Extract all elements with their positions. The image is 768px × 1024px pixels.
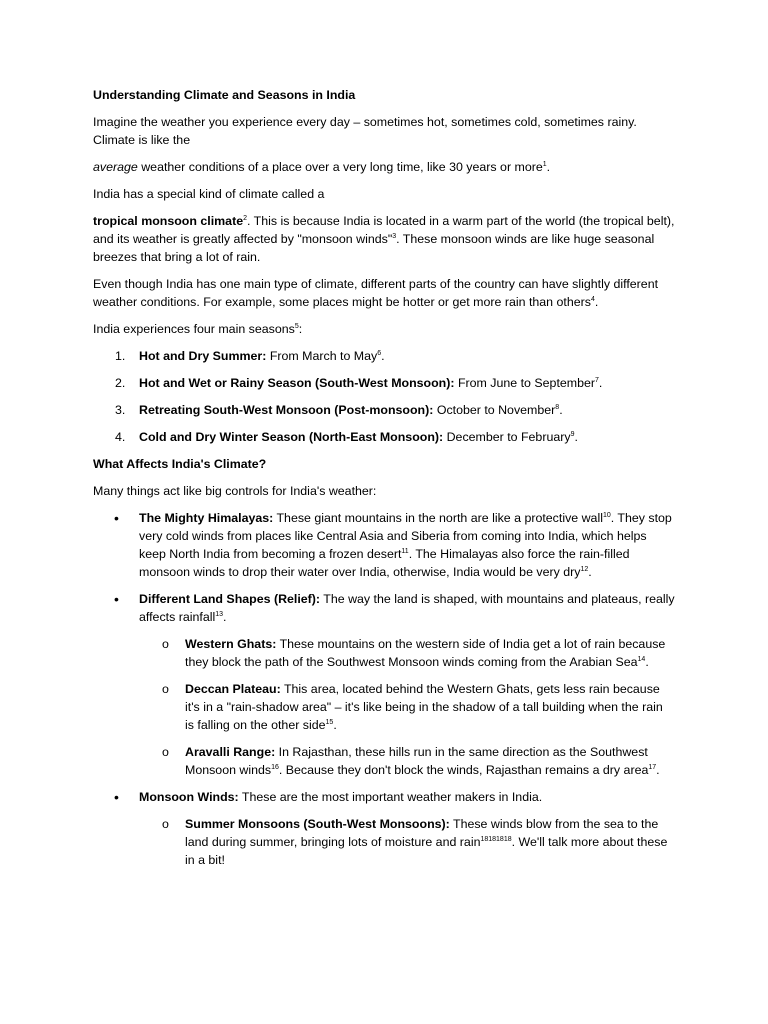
list-number: 3.	[115, 403, 126, 417]
bullet-icon: •	[114, 591, 119, 607]
monsoon-sublist	[139, 815, 675, 869]
footnote-ref: 10	[602, 512, 611, 519]
footnote-ref: 9	[570, 431, 575, 438]
footnote-ref: 2	[243, 215, 247, 222]
sublist-item: o Deccan Plateau: This area, located behind the Western Ghats, gets less rain because it's in a "rain-shadow area" – it's like being in the shadow of a tall building when the rain is falling on the other side$^{15}$.	[162, 682, 663, 732]
footnote-ref: 1	[542, 161, 547, 168]
footnote-ref: 3	[392, 233, 397, 240]
footnote-ref: 7	[595, 377, 599, 384]
list-item-himalayas: • The Mighty Himalayas: These giant mountains in the north are like a protective wall$^{10}$. They stop very cold winds from places like Central Asia and Siberia from coming into India, which helps keep North India from becoming a frozen desert$^{11}$. The Himalayas also force the rain-filled monsoon winds to drop their water over India, otherwise, India would be very dry$^{12}$.	[114, 510, 672, 579]
paragraph-controls-intro: Many things act like big controls for India's weather:	[93, 484, 377, 498]
paragraph-intro: Imagine the weather you experience every day – sometimes hot, sometimes cold, sometimes rainy. Climate is like the	[93, 115, 637, 147]
document-page	[93, 86, 675, 878]
paragraph-climate-type: India has a special kind of climate called a	[93, 187, 325, 201]
climate-factors-list	[93, 509, 675, 869]
list-item: 1. Hot and Dry Summer: From March to May$^6$.	[115, 349, 385, 363]
list-item-monsoon-winds: • Monsoon Winds: These are the most important weather makers in India. o Summer Monsoons (South-West Monsoons): These winds blow from the sea to the land during summer, bringing lots of moisture and rain$^{18181818}$. We'll talk more about these in a bit!	[93, 788, 675, 869]
paragraph-climate-definition: average weather conditions of a place over a very long time, like 30 years or more$^1$.	[93, 160, 551, 174]
list-item-relief: • Different Land Shapes (Relief): The way the land is shaped, with mountains and plateaus, really affects rainfall$^{13}$. o Western Ghats: These mountains on the western side of India get a lot of rain because they block the path of the Southwest Monsoon winds coming from the Arabian Sea$^{14}$. o Deccan Plateau: This area, located behind the Western Ghats, gets less rain because it's in a "rain-shadow area" – it's like being in the shadow of a tall building when the rain is falling on the other side$^{15}$. o Aravalli Range: In Rajasthan, these hills run in the same direction as the Southwest Monsoon winds$^{16}$. Because they don't block the winds, Rajasthan remains a dry area$^{17}$.	[114, 591, 675, 777]
list-number: 1.	[115, 349, 126, 363]
sublist-item: o Aravalli Range: In Rajasthan, these hills run in the same direction as the Southwest Monsoon winds$^{16}$. Because they don't block the winds, Rajasthan remains a dry area$^{17}$.	[162, 745, 660, 777]
footnote-ref: 11	[401, 548, 409, 555]
list-number: 4.	[115, 430, 126, 444]
relief-sublist	[139, 635, 675, 779]
footnote-ref: 12	[580, 566, 589, 573]
sub-bullet-icon: o	[162, 682, 169, 696]
footnote-ref: 5	[294, 323, 299, 330]
footnote-ref: 6	[377, 350, 382, 357]
sub-bullet-icon: o	[162, 745, 169, 759]
list-item: 4. Cold and Dry Winter Season (North-East Monsoon): December to February$^9$.	[115, 430, 578, 444]
paragraph-variation: Even though India has one main type of climate, different parts of the country can have slightly different weather conditions. For example, some places might be hotter or get more rain than others$^4$.	[93, 277, 659, 309]
footnote-ref: 14	[637, 656, 646, 663]
list-number: 2.	[115, 376, 126, 390]
footnote-ref: 16	[271, 764, 279, 771]
footnote-ref: 8	[555, 404, 560, 411]
bullet-icon: •	[114, 510, 119, 526]
footnote-ref: 13	[215, 611, 224, 618]
section-heading: What Affects India's Climate?	[93, 457, 267, 471]
footnote-ref: 15	[325, 719, 334, 726]
sublist-item: o Western Ghats: These mountains on the western side of India get a lot of rain because they block the path of the Southwest Monsoon winds coming from the Arabian Sea$^{14}$.	[162, 637, 666, 669]
document-title: Understanding Climate and Seasons in India	[93, 88, 356, 102]
bullet-icon: •	[114, 789, 119, 805]
sub-bullet-icon: o	[162, 637, 169, 651]
footnote-ref: 4	[590, 296, 595, 303]
seasons-list	[93, 347, 675, 446]
sublist-item: o Summer Monsoons (South-West Monsoons): These winds blow from the sea to the land during summer, bringing lots of moisture and rain$^{18181818}$. We'll talk more about these in a bit!	[162, 817, 668, 867]
paragraph-seasons-intro: India experiences four main seasons$^5$:	[93, 322, 303, 336]
paragraph-tropical-monsoon: tropical monsoon climate$^2$. This is because India is located in a warm part of the world (the tropical belt), and its weather is greatly affected by "monsoon winds"$^3$. These monsoon winds are like huge seasonal breezes that bring a lot of rain.	[93, 214, 675, 264]
list-item: 3. Retreating South-West Monsoon (Post-monsoon): October to November$^8$.	[115, 403, 563, 417]
list-item: 2. Hot and Wet or Rainy Season (South-West Monsoon): From June to September$^7$.	[115, 376, 603, 390]
footnote-ref: 17	[648, 764, 657, 771]
footnote-ref: 18181818	[480, 836, 512, 843]
sub-bullet-icon: o	[162, 817, 169, 831]
